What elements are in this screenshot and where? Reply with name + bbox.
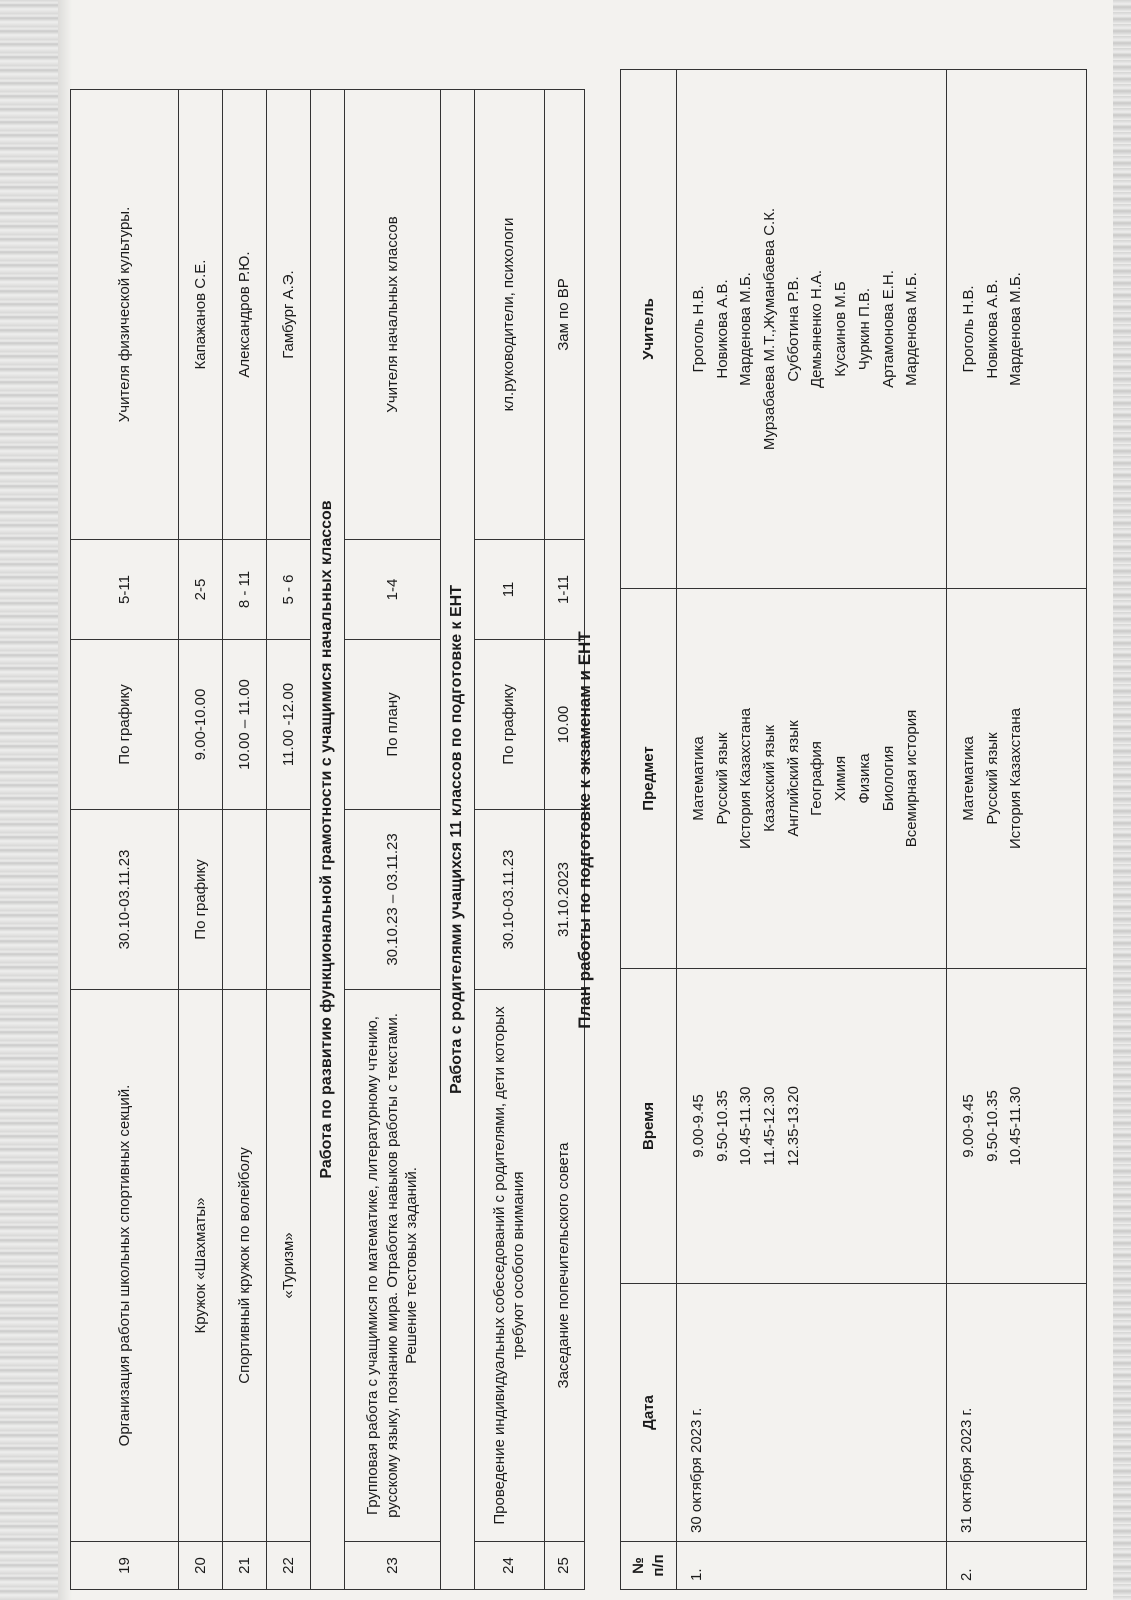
event-description: «Туризм» xyxy=(267,990,311,1542)
activity-row xyxy=(474,90,544,1590)
exam-plan-table-body xyxy=(677,70,1087,1590)
header-subject: Предмет xyxy=(621,589,677,969)
section-heading-parents: Работа с родителями учащихся 11 классов по подготовке к ЕНТ xyxy=(440,90,474,1590)
activity-row xyxy=(267,90,311,1590)
plan-teachers-item: Новикова А.В. xyxy=(713,279,731,379)
event-classes: 1-4 xyxy=(344,540,440,640)
row-number: 22 xyxy=(267,1542,311,1590)
plan-row-number: 2. xyxy=(947,1542,1087,1590)
plan-subjects-item: История Казахстана xyxy=(1007,708,1025,849)
event-responsible: Учителя начальных классов xyxy=(344,90,440,540)
plan-teachers-item: Мурзабаева М.Т.,Жуманбаева С.К. xyxy=(761,207,779,451)
header-num: № п/п xyxy=(621,1542,677,1590)
event-description: Организация работы школьных спортивных секций. xyxy=(71,990,179,1542)
plan-teachers-item: Новикова А.В. xyxy=(983,279,1001,379)
activity-row xyxy=(344,90,440,1590)
rotated-page xyxy=(60,70,1100,1590)
plan-subjects-item: Всемирная история xyxy=(903,709,921,848)
plan-subjects-item: Математика xyxy=(690,736,707,821)
event-responsible: кл.руководители, психологи xyxy=(474,90,544,540)
event-responsible: Гамбург А.Э. xyxy=(267,90,311,540)
section-row xyxy=(311,90,345,1590)
plan-teachers-item: Чуркин П.В. xyxy=(855,287,873,371)
activity-row xyxy=(179,90,223,1590)
plan-teachers-item: Кусаинов М.Б xyxy=(832,281,850,377)
activities-table xyxy=(70,89,585,1590)
event-responsible: Учителя физической культуры. xyxy=(71,90,179,540)
plan-row-number: 1. xyxy=(677,1542,947,1590)
event-date xyxy=(267,810,311,990)
activities-table-body xyxy=(71,90,585,1590)
event-description: Спортивный кружок по волейболу xyxy=(223,990,267,1542)
exam-plan-row xyxy=(947,70,1087,1590)
event-time: 11.00 -12.00 xyxy=(267,640,311,810)
plan-subjects xyxy=(947,589,1087,969)
plan-times-item: 9.00-9.45 xyxy=(960,1094,977,1158)
plan-times-item: 10.45-11.30 xyxy=(737,1086,755,1166)
scan-edge-left xyxy=(0,0,58,1600)
exam-plan-row xyxy=(677,70,947,1590)
activity-row xyxy=(71,90,179,1590)
event-time: По графику xyxy=(71,640,179,810)
event-date: 31.10.2023 xyxy=(544,810,584,990)
plan-times-item: 12.35-13.20 xyxy=(784,1085,802,1167)
plan-subjects-item: География xyxy=(808,741,826,816)
plan-times-item: 9.50-10.35 xyxy=(713,1090,731,1162)
event-responsible: Александров Р.Ю. xyxy=(223,90,267,540)
row-number: 24 xyxy=(474,1542,544,1590)
plan-subjects xyxy=(677,589,947,969)
plan-subjects-item: Химия xyxy=(832,755,850,802)
event-time: 9.00-10.00 xyxy=(179,640,223,810)
plan-teachers-item: Артамонова Е.Н. xyxy=(879,270,897,388)
event-classes: 1-11 xyxy=(544,540,584,640)
event-date: 30.10.23 – 03.11.23 xyxy=(344,810,440,990)
row-number: 21 xyxy=(223,1542,267,1590)
plan-times-item: 9.00-9.45 xyxy=(690,1094,707,1158)
event-time: По плану xyxy=(344,640,440,810)
plan-subjects-item: Русский язык xyxy=(713,732,731,825)
plan-teachers-item: Марденова М.Б. xyxy=(903,272,921,386)
scan-edge-right xyxy=(1113,0,1131,1600)
event-time: По графику xyxy=(474,640,544,810)
event-description: Заседание попечительского совета xyxy=(544,990,584,1542)
row-number: 23 xyxy=(344,1542,440,1590)
plan-teachers-item: Гроголь Н.В. xyxy=(960,285,977,373)
plan-subjects-item: История Казахстана xyxy=(737,708,755,849)
plan-times xyxy=(947,969,1087,1284)
header-time: Время xyxy=(621,969,677,1284)
event-date xyxy=(223,810,267,990)
row-number: 20 xyxy=(179,1542,223,1590)
plan-date: 30 октября 2023 г. xyxy=(677,1284,947,1542)
plan-times-item: 10.45-11.30 xyxy=(1007,1086,1025,1166)
plan-subjects-item: Математика xyxy=(960,736,977,821)
plan-times-item: 9.50-10.35 xyxy=(983,1090,1001,1162)
plan-teachers-item: Марденова М.Б. xyxy=(737,272,755,386)
event-description: Проведение индивидуальных собеседований с родителями, дети которых требуют особого внимания xyxy=(474,990,544,1542)
plan-subjects-item: Русский язык xyxy=(983,732,1001,825)
event-responsible: Зам по ВР xyxy=(544,90,584,540)
header-teacher: Учитель xyxy=(621,70,677,589)
section-heading-literacy: Работа по развитию функциональной грамотности с учащимися начальных классов xyxy=(311,90,345,1590)
event-classes: 2-5 xyxy=(179,540,223,640)
plan-teachers-item: Гроголь Н.В. xyxy=(690,285,707,373)
event-description: Групповая работа с учащимися по математике, литературному чтению, русскому языку, познанию мира. Отработка навыков работы с текстами. Решение тестовых заданий. xyxy=(344,990,440,1542)
event-classes: 5-11 xyxy=(71,540,179,640)
exam-plan-table xyxy=(620,69,1087,1590)
row-number: 19 xyxy=(71,1542,179,1590)
plan-times xyxy=(677,969,947,1284)
exam-plan-header-row xyxy=(621,70,677,1590)
activity-row xyxy=(223,90,267,1590)
event-classes: 8 - 11 xyxy=(223,540,267,640)
event-classes: 5 - 6 xyxy=(267,540,311,640)
plan-subjects-item: Физика xyxy=(855,753,873,804)
plan-teachers xyxy=(947,70,1087,589)
plan-times-item: 11.45-12.30 xyxy=(761,1086,779,1166)
event-time: 10.00 – 11.00 xyxy=(223,640,267,810)
plan-subjects-item: Биология xyxy=(879,745,897,812)
plan-teachers xyxy=(677,70,947,589)
plan-subjects-item: Английский язык xyxy=(784,720,802,837)
plan-teachers-item: Субботина Р.В. xyxy=(784,276,802,382)
section-row xyxy=(440,90,474,1590)
header-date: Дата xyxy=(621,1284,677,1542)
plan-subjects-item: Казахский язык xyxy=(761,725,779,832)
plan-date: 31 октября 2023 г. xyxy=(947,1284,1087,1542)
event-date: По графику xyxy=(179,810,223,990)
plan-teachers-item: Марденова М.Б. xyxy=(1007,272,1025,386)
event-date: 30.10-03.11.23 xyxy=(71,810,179,990)
event-responsible: Капажанов С.Е. xyxy=(179,90,223,540)
plan-teachers-item: Демьяненко Н.А. xyxy=(808,269,826,389)
event-description: Кружок «Шахматы» xyxy=(179,990,223,1542)
row-number: 25 xyxy=(544,1542,584,1590)
exam-plan-title: План работы по подготовке к экзаменам и ЕНТ xyxy=(575,631,594,1029)
event-classes: 11 xyxy=(474,540,544,640)
event-date: 30.10-03.11.23 xyxy=(474,810,544,990)
event-time: 10.00 xyxy=(544,640,584,810)
